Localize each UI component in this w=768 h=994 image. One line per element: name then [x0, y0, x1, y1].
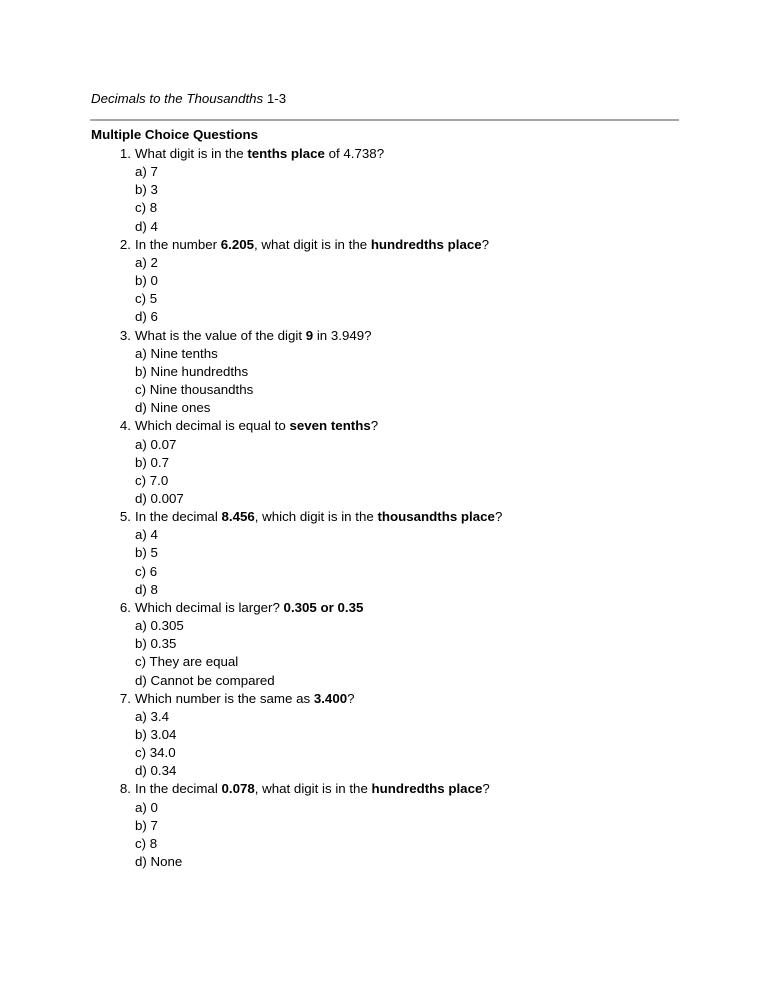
answer-option: c) 7.0: [135, 472, 169, 488]
answer-option: b) 3: [135, 182, 158, 198]
question-item: [91, 327, 502, 418]
question-item: [91, 780, 502, 871]
answer-option: d) 8: [135, 581, 158, 597]
question-number: 3.: [119, 327, 131, 343]
question-text-part: ?: [347, 690, 355, 706]
answer-option: c) Nine thousandths: [135, 382, 254, 398]
header-divider: [90, 119, 679, 121]
question-emphasis: 6.205: [220, 236, 255, 252]
question-text-part: in 3.949?: [313, 327, 372, 343]
answer-option: b) 0: [135, 273, 158, 289]
answer-option: b) Nine hundredths: [135, 363, 249, 379]
question-emphasis: 3.400: [313, 690, 348, 706]
question-text-part: In the number: [135, 236, 221, 252]
answer-option: a) 4: [135, 527, 158, 543]
question-emphasis: 0.305 or 0.35: [283, 599, 364, 615]
question-text-part: In the decimal: [135, 781, 222, 797]
question-text: [135, 327, 502, 345]
answer-option: a) 3.4: [135, 708, 170, 724]
answer-option: d) 0.34: [135, 763, 177, 779]
answer-option: d) 6: [135, 309, 158, 325]
question-item: [91, 599, 502, 690]
question-number: 2.: [119, 236, 131, 252]
question-text-part: ?: [481, 236, 490, 252]
question-text-part: Which number is the same as: [135, 690, 314, 706]
question-text-part: What digit is in the: [135, 146, 248, 161]
question-emphasis: seven tenths: [289, 418, 371, 434]
question-item: [91, 236, 502, 327]
question-text-part: , what digit is in the: [254, 781, 372, 797]
answer-option: a) 0.07: [135, 436, 177, 452]
document-header: [91, 90, 286, 108]
answer-option: b) 7: [135, 817, 158, 833]
document-title: Decimals to the Thousandths: [91, 91, 264, 106]
answer-option: a) 2: [135, 254, 158, 270]
answer-option: d) Nine ones: [135, 400, 211, 416]
answer-option: c) 34.0: [135, 745, 176, 761]
answer-option: d) 0.007: [135, 490, 184, 506]
question-text-part: , which digit is in the: [254, 509, 378, 525]
question-list: [91, 145, 502, 871]
answer-option: c) 8: [135, 200, 158, 216]
answer-option: c) They are equal: [135, 654, 239, 670]
question-text-part: , what digit is in the: [254, 236, 371, 252]
answer-option: d) Cannot be compared: [135, 672, 275, 688]
question-number: 6.: [119, 599, 131, 615]
document-title-suffix: 1-3: [263, 91, 287, 106]
question-text: [135, 599, 502, 617]
question-item: [91, 145, 502, 236]
question-emphasis: 0.078: [221, 781, 255, 797]
question-number: 8.: [119, 781, 131, 797]
answer-option: c) 8: [135, 835, 158, 851]
question-text-part: Which decimal is larger?: [135, 599, 284, 615]
answer-option: a) 7: [135, 164, 158, 180]
question-item: [91, 690, 502, 781]
question-emphasis: 9: [305, 327, 314, 343]
question-number: 4.: [119, 418, 131, 434]
question-text-part: ?: [482, 781, 490, 797]
answer-option: d) 4: [135, 218, 158, 234]
question-text-part: In the decimal: [135, 509, 222, 525]
question-text-part: What is the value of the digit: [135, 327, 306, 343]
answer-option: a) 0: [135, 799, 158, 815]
question-emphasis: thousandths place: [377, 509, 495, 525]
question-text: [135, 780, 502, 798]
answer-option: c) 6: [135, 563, 158, 579]
question-item: [91, 508, 502, 599]
question-item: [91, 417, 502, 508]
answer-option: b) 3.04: [135, 727, 177, 742]
answer-option: c) 5: [135, 291, 158, 307]
answer-option: b) 0.7: [135, 454, 170, 470]
answer-option: a) Nine tenths: [135, 345, 218, 361]
question-text: [135, 690, 502, 708]
question-text-part: Which decimal is equal to: [135, 418, 290, 434]
answer-option: d) None: [135, 854, 183, 870]
question-emphasis: hundredths place: [371, 781, 483, 797]
question-number: 7.: [119, 690, 131, 706]
question-emphasis: 8.456: [221, 509, 255, 525]
question-text: [135, 236, 502, 254]
section-title: Multiple Choice Questions: [91, 127, 258, 142]
question-number: 1.: [119, 146, 131, 161]
answer-option: b) 0.35: [135, 636, 177, 652]
answer-option: b) 5: [135, 545, 158, 561]
question-text: [135, 508, 502, 526]
question-emphasis: hundredths place: [370, 236, 482, 252]
question-emphasis: tenths place: [247, 146, 325, 161]
question-text: [135, 417, 502, 435]
question-text-part: of 4.738?: [324, 146, 385, 161]
question-text-part: ?: [370, 418, 379, 434]
question-text-part: ?: [494, 509, 503, 525]
question-number: 5.: [119, 509, 131, 525]
answer-option: a) 0.305: [135, 618, 184, 634]
question-text: [135, 145, 502, 163]
